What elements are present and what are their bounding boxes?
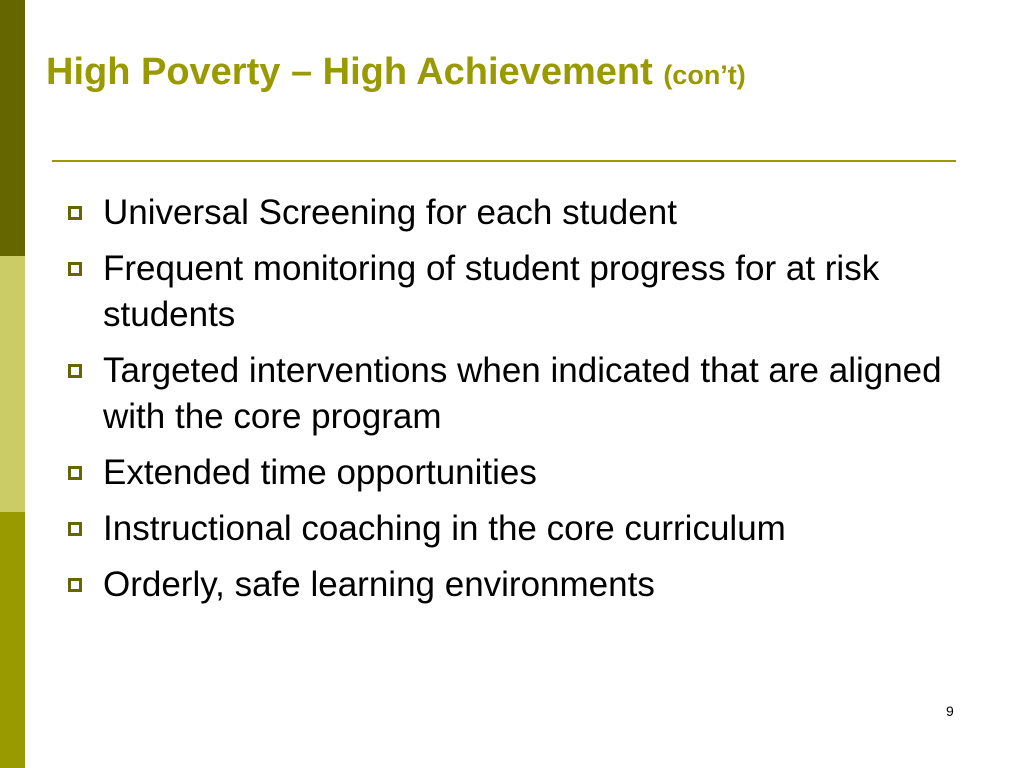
slide-title [46, 48, 746, 99]
bullet-text: Targeted interventions when indicated that are aligned with the core program [103, 351, 942, 436]
slide-number: 9 [946, 703, 954, 719]
hollow-square-icon [68, 522, 82, 536]
hollow-square-icon [68, 364, 82, 378]
slide-title-suffix: (con’t) [663, 60, 746, 90]
side-bar-bottom [0, 512, 25, 768]
hollow-square-icon [68, 262, 82, 276]
bullet-item [66, 450, 966, 496]
bullet-item [66, 190, 966, 236]
bullet-item [66, 246, 966, 338]
hollow-square-icon [68, 578, 82, 592]
bullet-item [66, 562, 966, 608]
bullet-text: Extended time opportunities [103, 453, 537, 492]
hollow-square-icon [68, 206, 82, 220]
title-divider [52, 160, 956, 162]
bullet-item [66, 506, 966, 552]
side-bar-top [0, 0, 25, 256]
bullet-text: Frequent monitoring of student progress for at risk students [103, 249, 880, 334]
bullet-text: Universal Screening for each student [103, 193, 677, 232]
side-bar-middle [0, 256, 25, 512]
bullet-item [66, 348, 966, 440]
slide-title-main: High Poverty – High Achievement [46, 51, 653, 93]
hollow-square-icon [68, 466, 82, 480]
bullet-text: Orderly, safe learning environments [103, 565, 655, 604]
bullet-text: Instructional coaching in the core curriculum [103, 509, 786, 548]
bullet-list [66, 190, 966, 618]
